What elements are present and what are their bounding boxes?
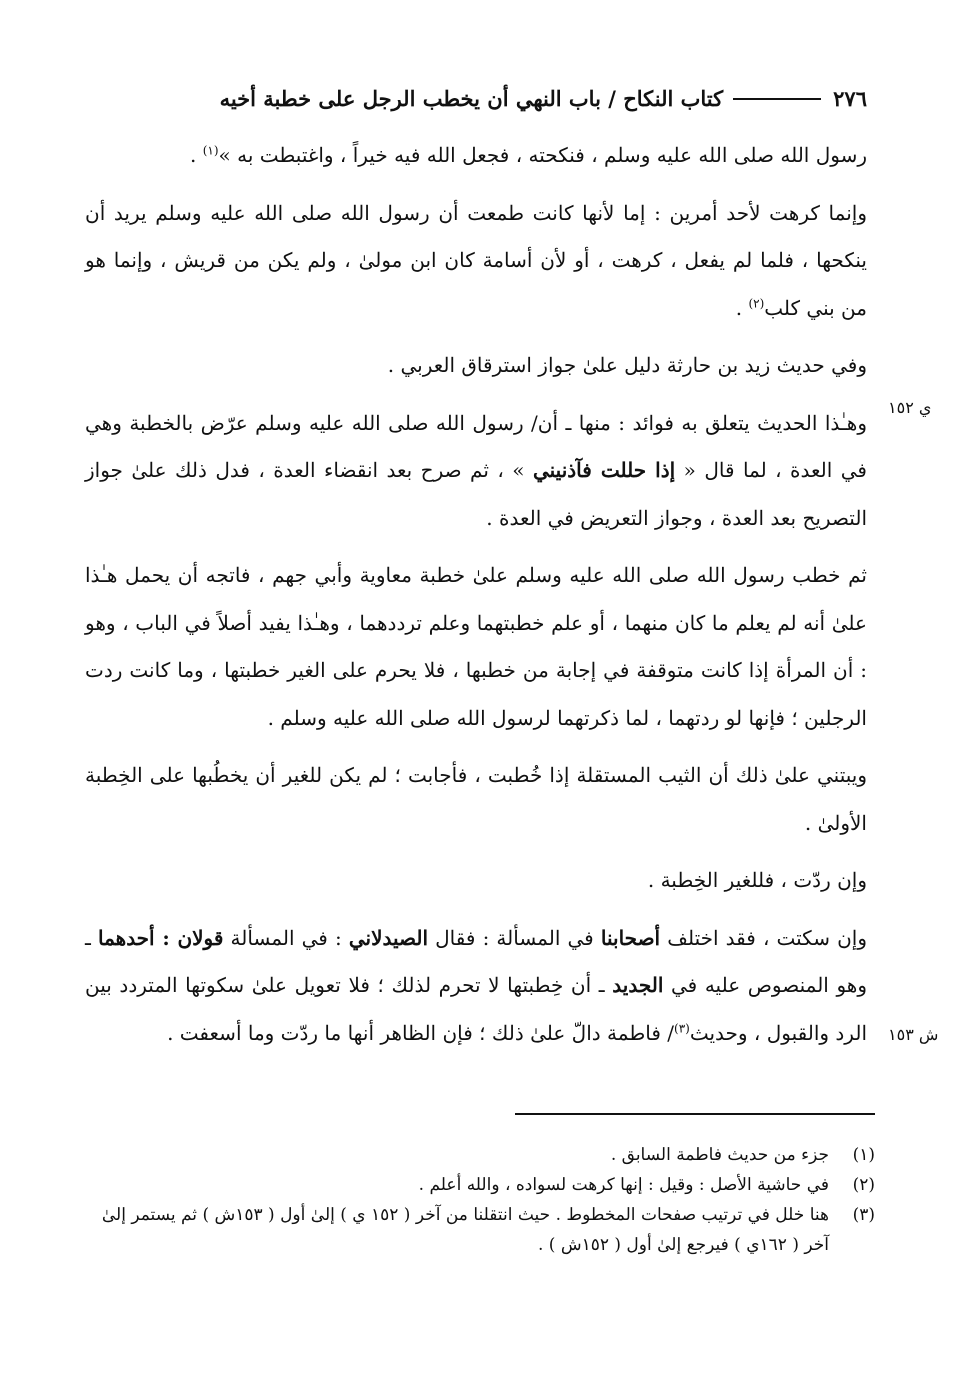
- footnote-number: (١): [852, 1145, 875, 1165]
- paragraph: [85, 190, 867, 333]
- paragraph: [85, 400, 867, 543]
- bold-term: أصحابنا: [600, 925, 661, 950]
- paragraph: ثم خطب رسول الله صلى الله عليه وسلم علىٰ خطبة معاوية وأبي جهم ، فاتجه أن يحمل هـٰذا علىٰ أنه لم يعلم ما كان منهما ، أو علم خطبتهما وعلم ترددهما ، وهـٰذا يفيد أصلاً في الباب ، وهو : أن المرأة إذا كانت متوقفة في إجابة من خطبها ، فلا يحرم على الغير خطبتها ، وما كانت ردت الرجلين ؛ فإنها لو ردتهما ، لما ذكرتهما لرسول الله صلى الله عليه وسلم .: [85, 563, 867, 730]
- paragraph: وفي حديث زيد بن حارثة دليل علىٰ جواز استرقاق العربي .: [387, 353, 867, 377]
- footnote-text: جزء من حديث فاطمة السابق .: [610, 1145, 829, 1165]
- footnote-number: (٣): [852, 1205, 875, 1225]
- paragraph-text: وإن سكتت ، فقد اختلف: [660, 925, 868, 950]
- paragraph-text: .: [735, 295, 749, 320]
- footnote: [85, 1200, 875, 1260]
- paragraph-text: ـ أن خِطبتها لا تحرم لذلك ؛ فلا تعويل علىٰ سكوتها المتردد بين الرد والقبول ، وحديث: [85, 973, 867, 1045]
- footnote: [85, 1140, 875, 1170]
- footnote-ref: (١): [202, 143, 219, 158]
- paragraph: [85, 132, 867, 180]
- paragraph-text: » ، ثم صرح بعد انقضاء العدة ، فدل ذلك علىٰ جواز التصريح بعد العدة ، وجواز التعريض في العدة .: [85, 458, 867, 530]
- paragraph: ويبتني علىٰ ذلك أن الثيب المستقلة إذا خُطبت ، فأجابت ؛ لم يكن للغير أن يخطُبها على الخِطبة الأولىٰ .: [85, 763, 867, 835]
- paragraph-text: وإنما كرهت لأحد أمرين : إما لأنها كانت طمعت أن رسول الله صلى الله عليه وسلم يريد أن ينكحها ، فلما لم يفعل ، كرهت ، أو لأن أسامة كان ابن مولىٰ ، ولم يكن من قريش ، وإنما هو من بني كلب: [85, 200, 867, 320]
- paragraph-text: / فاطمة دالّ علىٰ ذلك ؛ فإن الظاهر أنها ما ردّت وما أسعفت .: [167, 1020, 674, 1045]
- hadith-quote: إذا حللت فآذنيني: [532, 458, 676, 482]
- paragraph: وإن ردّت ، فللغير الخِطبة .: [647, 868, 867, 892]
- header-title: كتاب النكاح / باب النهي أن يخطب الرجل على خطبة أخيه: [219, 86, 724, 111]
- footnote-number: (٢): [852, 1175, 875, 1195]
- footnote-text: في حاشية الأصل : وقيل : إنها كرهت لسواده ، والله أعلم .: [418, 1175, 829, 1195]
- paragraph-text: ـ وهو المنصوص عليه في: [85, 925, 868, 997]
- footnote-separator: [515, 1113, 875, 1115]
- main-text: [85, 132, 867, 1067]
- margin-note-manuscript-page: ي ١٥٢: [888, 398, 932, 417]
- bold-term: قولان : أحدهما: [97, 925, 224, 950]
- page-number: ٢٧٦: [833, 86, 867, 111]
- paragraph-text: .: [189, 143, 203, 167]
- paragraph-text: : في المسألة: [223, 925, 349, 950]
- paragraph-text: في المسألة : فقال: [428, 925, 601, 950]
- footnote-text: هنا خلل في ترتيب صفحات المخطوط . حيث انتقلنا من آخر ( ١٥٢ ي ) إلىٰ أول ( ١٥٣ش ) ثم يستمر إلىٰ آخر ( ١٦٢ي ) فيرجع إلىٰ أول ( ١٥٢ش ) .: [101, 1205, 829, 1255]
- footnote-ref: (٢): [748, 295, 765, 310]
- footnote-ref: (٣): [674, 1020, 690, 1035]
- bold-term: الصيدلاني: [348, 925, 429, 950]
- footnote: [85, 1170, 875, 1200]
- paragraph-text: وهـٰذا الحديث يتعلق به فوائد : منها ـ أن/ رسول الله صلى الله عليه وسلم عرّض بالخطبة وهي في العدة ، لما قال «: [85, 410, 867, 482]
- header-rule: [733, 98, 821, 100]
- bold-term: الجديد: [612, 973, 664, 997]
- paragraph: [85, 915, 867, 1058]
- footnotes: [85, 1140, 875, 1260]
- running-header: [82, 86, 867, 111]
- margin-note-manuscript-page: ش ١٥٣: [888, 1025, 939, 1044]
- paragraph-text: رسول الله صلى الله عليه وسلم ، فنكحته ، فجعل الله فيه خيراً ، واغتبطت به »: [218, 143, 867, 167]
